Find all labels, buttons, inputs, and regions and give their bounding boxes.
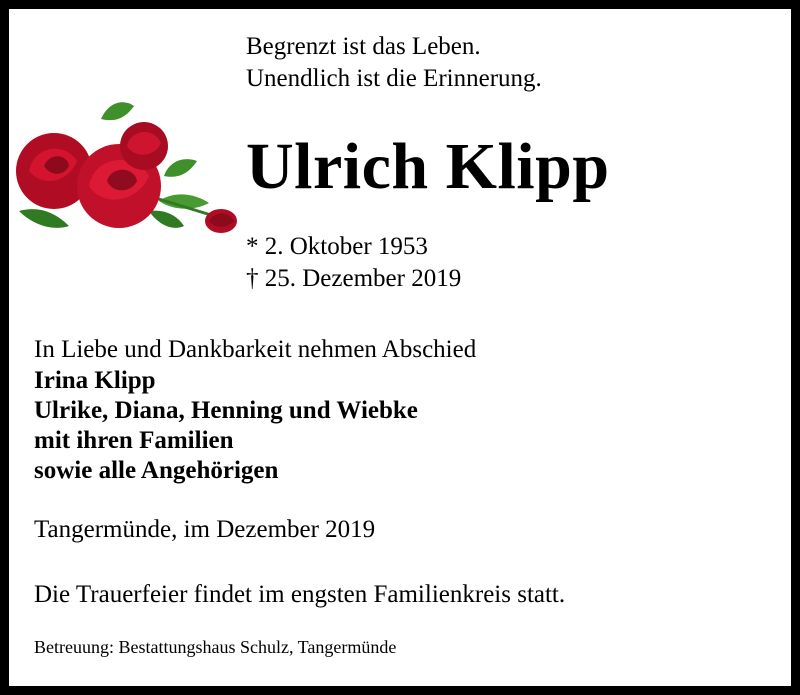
place-date: Tangermünde, im Dezember 2019 (34, 516, 376, 543)
birth-date: * 2. Oktober 1953 (246, 233, 428, 260)
deceased-name: Ulrich Klipp (246, 130, 610, 203)
mourner-line-3: mit ihren Familien (34, 427, 234, 454)
mourner-line-4: sowie alle Angehörigen (34, 457, 279, 484)
quote-line-1: Begrenzt ist das Leben. (246, 33, 481, 60)
red-roses-icon (9, 91, 239, 251)
death-date: † 25. Dezember 2019 (246, 265, 462, 292)
mourner-line-1: Irina Klipp (34, 367, 156, 394)
funeral-home-credit: Betreuung: Bestattungshaus Schulz, Tangermünde (34, 637, 397, 657)
farewell-intro: In Liebe und Dankbarkeit nehmen Abschied (34, 336, 477, 363)
ceremony-note: Die Trauerfeier findet im engsten Familienkreis statt. (34, 581, 566, 608)
mourner-line-2: Ulrike, Diana, Henning und Wiebke (34, 397, 418, 424)
quote-line-2: Unendlich ist die Erinnerung. (246, 65, 542, 92)
